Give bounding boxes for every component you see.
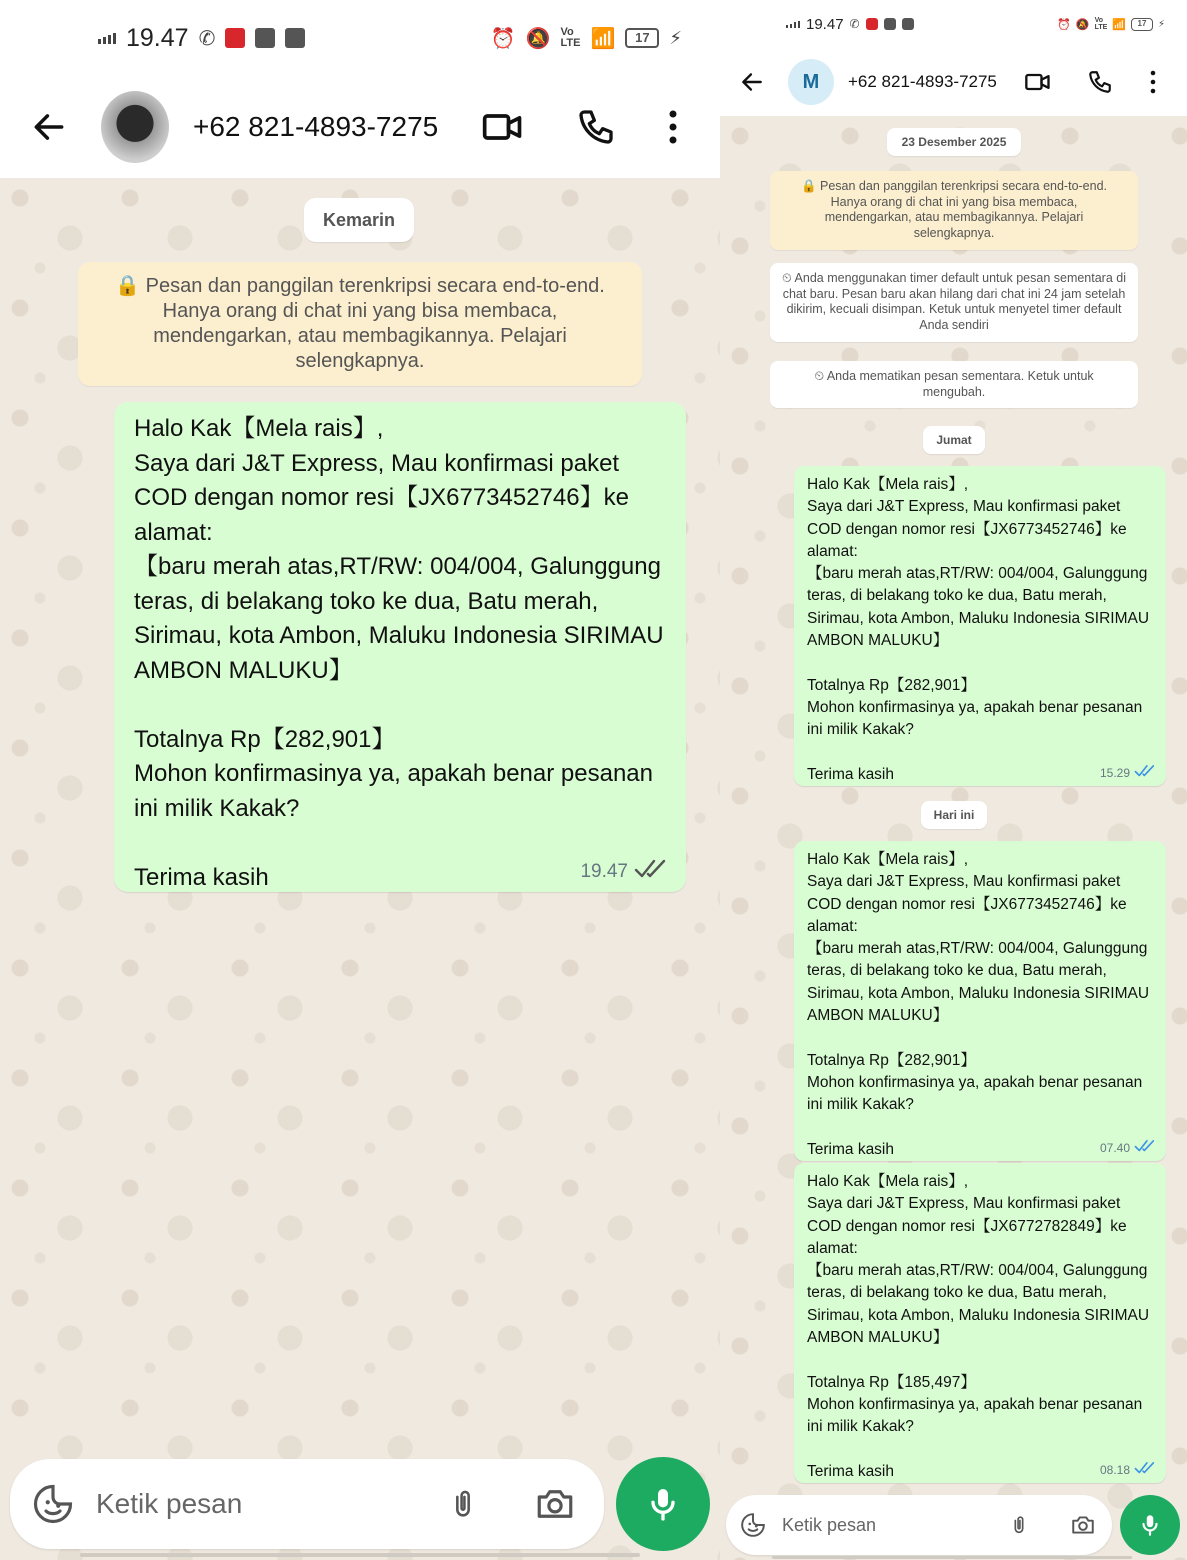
mic-button[interactable]: [616, 1457, 710, 1551]
message-time: 07.40: [1099, 1140, 1130, 1155]
message-input[interactable]: [726, 1495, 1112, 1555]
avatar[interactable]: [101, 91, 169, 163]
status-time: 19.47: [806, 15, 844, 33]
attach-icon[interactable]: [1008, 1511, 1032, 1539]
date-pill: 23 Desember 2025: [887, 128, 1021, 156]
encryption-notice[interactable]: 🔒 Pesan dan panggilan terenkripsi secara end-to-end. Hanya orang di chat ini yang bisa membaca, mendengarkan, atau membagikannya. Pelajari selengkapnya.: [770, 171, 1138, 250]
message-bubble[interactable]: [794, 841, 1166, 1161]
date-pill: Jumat: [923, 426, 985, 454]
voice-call-icon[interactable]: [573, 103, 618, 151]
mail-icon: [285, 28, 305, 48]
status-time: 19.47: [126, 23, 189, 52]
mute-icon: 🔕: [1075, 18, 1090, 31]
nav-bar: [772, 1556, 1132, 1559]
disappearing-off-notice[interactable]: ⏲ Anda mematikan pesan sementara. Ketuk untuk mengubah.: [770, 361, 1138, 408]
mic-icon: [1137, 1512, 1163, 1538]
message-meta: [1100, 764, 1156, 781]
composer: [720, 1494, 1187, 1556]
status-bar: [0, 0, 720, 76]
video-call-icon[interactable]: [480, 103, 525, 151]
input-placeholder: Ketik pesan: [782, 1514, 877, 1535]
message-text: Halo Kak【Mela rais】, Saya dari J&T Express, Mau konfirmasi paket COD dengan nomor resi【JX6773452746】ke alamat: 【baru merah atas,RT/RW: 004/004, Galunggung teras, di belakang toko ke dua, Batu merah, Sirimau, kota Ambon, Maluku Indonesia SIRIMAU AMBON MALUKU】 Totalnya Rp【282,901】 Mohon konfirmasinya ya, apakah benar pesanan ini milik Kakak? Terima kasih: [807, 476, 1150, 783]
camera-icon[interactable]: [534, 1483, 576, 1525]
video-call-icon[interactable]: [1023, 67, 1053, 97]
date-pill: Kemarin: [304, 198, 414, 242]
jnt-app-icon: [225, 28, 245, 48]
app-notification-icon: [884, 18, 896, 30]
whatsapp-icon: ✆: [198, 27, 216, 50]
message-text: Halo Kak【Mela rais】, Saya dari J&T Express, Mau konfirmasi paket COD dengan nomor resi【JX6772782849】ke alamat: 【baru merah atas,RT/RW: 004/004, Galunggung teras, di belakang toko ke dua, Batu merah, Sirimau, kota Ambon, Maluku Indonesia SIRIMAU AMBON MALUKU】 Totalnya Rp【185,497】 Mohon konfirmasinya ya, apakah benar pesanan ini milik Kakak? Terima kasih: [807, 1173, 1150, 1480]
battery-icon: 17: [625, 28, 659, 48]
more-options-icon[interactable]: [654, 103, 692, 151]
double-tick-icon: [1134, 764, 1156, 781]
charging-icon: ⚡: [669, 27, 682, 48]
timer-notice[interactable]: ⏲ Anda menggunakan timer default untuk pesan sementara di chat baru. Pesan baru akan hilang dari chat ini 24 jam setelah dikirim, kecuali disimpan. Ketuk untuk menyetel timer default Anda sendiri: [770, 263, 1138, 342]
volte-icon: Vo LTE: [560, 26, 581, 49]
right-screenshot: [720, 0, 1187, 1560]
avatar[interactable]: M: [788, 59, 834, 105]
wifi-icon: 📶: [590, 27, 616, 50]
nav-bar: [80, 1553, 640, 1557]
message-meta: [580, 858, 668, 886]
message-time: 15.29: [1099, 765, 1130, 780]
contact-name[interactable]: +62 821-4893-7275: [848, 72, 997, 91]
message-input[interactable]: [10, 1459, 604, 1549]
contact-name[interactable]: +62 821-4893-7275: [193, 111, 439, 142]
double-tick-icon: [634, 858, 668, 886]
chat-header: [0, 76, 720, 178]
message-meta: [1100, 1461, 1156, 1478]
jnt-app-icon: [866, 18, 878, 30]
input-placeholder: Ketik pesan: [96, 1488, 243, 1519]
back-arrow-icon[interactable]: [28, 105, 69, 149]
sticker-icon[interactable]: [740, 1512, 766, 1538]
message-time: 08.18: [1099, 1462, 1130, 1477]
signal-icon: [98, 33, 116, 44]
charging-icon: ⚡: [1157, 18, 1165, 30]
alarm-icon: ⏰: [490, 27, 516, 50]
signal-icon: [786, 21, 800, 28]
attach-icon[interactable]: [446, 1482, 486, 1526]
message-bubble[interactable]: [114, 402, 686, 892]
message-bubble[interactable]: [794, 466, 1166, 786]
whatsapp-icon: ✆: [849, 17, 860, 31]
mic-button[interactable]: [1120, 1495, 1180, 1555]
message-text: Halo Kak【Mela rais】, Saya dari J&T Express, Mau konfirmasi paket COD dengan nomor resi【JX6773452746】ke alamat: 【baru merah atas,RT/RW: 004/004, Galunggung teras, di belakang toko ke dua, Batu merah, Sirimau, kota Ambon, Maluku Indonesia SIRIMAU AMBON MALUKU】 Totalnya Rp【282,901】 Mohon konfirmasinya ya, apakah benar pesanan ini milik Kakak? Terima kasih: [134, 415, 664, 891]
volte-icon: Vo LTE: [1094, 17, 1108, 31]
alarm-icon: ⏰: [1057, 18, 1071, 31]
date-pill: Hari ini: [921, 801, 987, 829]
camera-icon[interactable]: [1070, 1512, 1096, 1538]
sticker-icon[interactable]: [32, 1483, 74, 1525]
voice-call-icon[interactable]: [1085, 67, 1115, 97]
app-notification-icon: [255, 28, 275, 48]
message-bubble[interactable]: [794, 1163, 1166, 1483]
battery-icon: 17: [1131, 18, 1153, 31]
wifi-icon: 📶: [1112, 18, 1126, 31]
message-meta: [1100, 1139, 1156, 1156]
chat-header: [720, 48, 1187, 116]
back-arrow-icon[interactable]: [738, 68, 766, 96]
double-tick-icon: [1134, 1139, 1156, 1156]
encryption-notice[interactable]: 🔒 Pesan dan panggilan terenkripsi secara end-to-end. Hanya orang di chat ini yang bisa membaca, mendengarkan, atau membagikannya. Pelajari selengkapnya.: [78, 262, 642, 386]
mute-icon: 🔕: [525, 27, 551, 50]
status-bar: [720, 0, 1187, 48]
double-tick-icon: [1134, 1461, 1156, 1478]
more-options-icon[interactable]: [1141, 67, 1165, 97]
mail-icon: [902, 18, 914, 30]
mic-icon: [643, 1484, 683, 1524]
message-time: 19.47: [580, 861, 628, 882]
message-text: Halo Kak【Mela rais】, Saya dari J&T Express, Mau konfirmasi paket COD dengan nomor resi【JX6773452746】ke alamat: 【baru merah atas,RT/RW: 004/004, Galunggung teras, di belakang toko ke dua, Batu merah, Sirimau, kota Ambon, Maluku Indonesia SIRIMAU AMBON MALUKU】 Totalnya Rp【282,901】 Mohon konfirmasinya ya, apakah benar pesanan ini milik Kakak? Terima kasih: [807, 851, 1150, 1158]
composer: [0, 1456, 720, 1552]
